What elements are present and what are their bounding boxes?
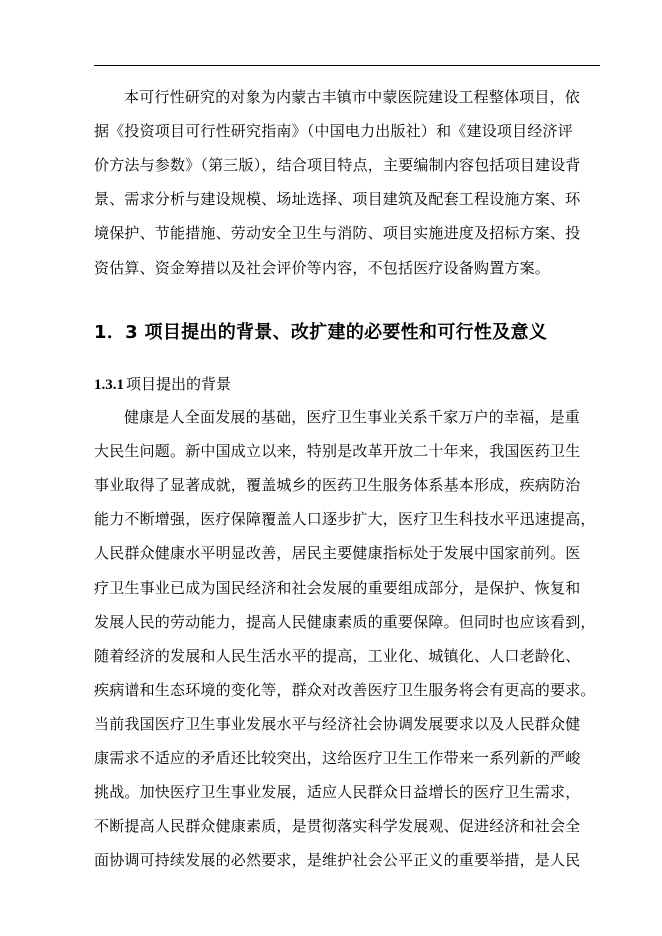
text-line: 大民生问题。新中国成立以来，特别是改革开放二十年来，我国医药卫生 (94, 442, 581, 460)
text-line: 不断提高人民群众健康素质，是贯彻落实科学发展观、促进经济和社会全 (94, 817, 581, 835)
subsection-heading (94, 373, 231, 394)
subsection-number: 1.3.1 (94, 377, 124, 393)
text-line: 发展人民的劳动能力，提高人民健康素质的重要保障。但同时也应该看到， (94, 613, 596, 631)
text-line: 康需求不适应的矛盾还比较突出，这给医疗卫生工作带来一系列新的严峻 (94, 749, 581, 767)
text-line: 健康是人全面发展的基础，医疗卫生事业关系千家万户的幸福，是重 (124, 408, 581, 426)
text-line: 疗卫生事业已成为国民经济和社会发展的重要组成部分，是保护、恢复和 (94, 579, 581, 597)
text-line: 资估算、资金筹措以及社会评价等内容，不包括医疗设备购置方案。 (94, 259, 551, 277)
text-line: 疾病谱和生态环境的变化等，群众对改善医疗卫生服务将会有更高的要求。 (94, 681, 596, 699)
text-line: 境保护、节能措施、劳动安全卫生与消防、项目实施进度及招标方案、投 (94, 224, 581, 242)
header-rule (94, 65, 600, 66)
section-heading: 1．3 项目提出的背景、改扩建的必要性和可行性及意义 (94, 322, 548, 343)
text-line: 挑战。加快医疗卫生事业发展，适应人民群众日益增长的医疗卫生需求， (94, 783, 581, 801)
text-line: 面协调可持续发展的必然要求，是维护社会公平正义的重要举措，是人民 (94, 851, 581, 869)
text-line: 事业取得了显著成就，覆盖城乡的医药卫生服务体系基本形成，疾病防治 (94, 476, 581, 494)
text-line: 本可行性研究的对象为内蒙古丰镇市中蒙医院建设工程整体项目，依 (124, 88, 581, 106)
text-line: 随着经济的发展和人民生活水平的提高，工业化、城镇化、人口老龄化、 (94, 647, 581, 665)
text-line: 人民群众健康水平明显改善，居民主要健康指标处于发展中国家前列。医 (94, 544, 581, 562)
subsection-title: 项目提出的背景 (126, 375, 232, 393)
text-line: 价方法与参数》（第三版），结合项目特点，主要编制内容包括项目建设背 (94, 156, 581, 174)
text-line: 据《投资项目可行性研究指南》（中国电力出版社）和《建设项目经济评 (94, 122, 573, 140)
text-line: 当前我国医疗卫生事业发展水平与经济社会协调发展要求以及人民群众健 (94, 715, 581, 733)
text-line: 能力不断增强，医疗保障覆盖人口逐步扩大，医疗卫生科技水平迅速提高， (94, 510, 596, 528)
text-line: 景、需求分析与建设规模、场址选择、项目建筑及配套工程设施方案、环 (94, 190, 581, 208)
